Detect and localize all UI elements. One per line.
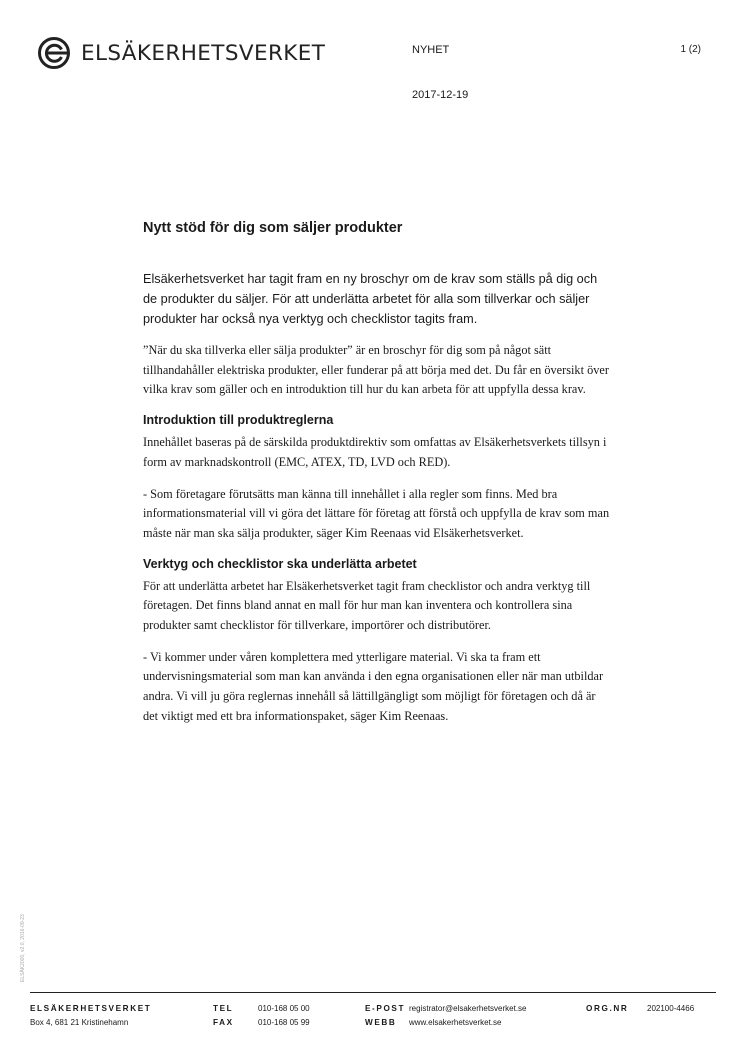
paragraph: För att underlätta arbetet har Elsäkerhetsverket tagit fram checklistor och andra verktyg till företagen. Det finns bland annat en mall för hur man kan inventera och kontrollera sina produkter samt checklistor för tillverkare, importörer och distributörer.: [143, 578, 591, 633]
logo-mark-icon: [37, 36, 71, 70]
fax-label: FAX: [213, 1018, 234, 1027]
paragraph: ”När du ska tillverka eller sälja produkter” är en broschyr för dig som på något sätt tillhandahåller elektriska produkter, eller funderar på att börja med det. Du får en översikt över vilka krav som gäller och en introduktion till hur du kan arbeta för att uppfylla dessa krav.: [143, 343, 609, 397]
section-heading: Introduktion till produktreglerna: [143, 413, 334, 428]
page-number: 1 (2): [680, 44, 701, 55]
tel-number: 010-168 05 00: [258, 1004, 310, 1013]
document-type: NYHET: [412, 44, 450, 56]
footer-address: Box 4, 681 21 Kristinehamn: [30, 1018, 129, 1027]
footer-divider: [30, 992, 716, 993]
paragraph: - Vi kommer under våren komplettera med ytterligare material. Vi ska ta fram ett undervisningsmaterial som man kan använda i den egna organisationen eller när man utbildar andra. Vi vill ju göra reglernas innehåll så lättillgängligt som möjligt för företagen och då är det viktigt med ett bra informationspaket, säger Kim Reenaas.: [143, 649, 604, 723]
fax-number: 010-168 05 99: [258, 1018, 310, 1027]
article-title: Nytt stöd för dig som säljer produkter: [143, 220, 403, 236]
section-heading: Verktyg och checklistor ska underlätta arbetet: [143, 556, 417, 571]
web-label: WEBB: [365, 1018, 397, 1027]
document-date: 2017-12-19: [412, 89, 469, 101]
paragraph: Innehållet baseras på de särskilda produktdirektiv som omfattas av Elsäkerhetsverkets tillsyn i form av marknadskontroll (EMC, ATEX, TD, LVD och RED).: [143, 435, 607, 469]
orgnr-value: 202100-4466: [647, 1004, 695, 1013]
template-code: ELSÄK2000, v2.0, 2016-09-23: [20, 914, 26, 982]
web-link[interactable]: www.elsakerhetsverket.se: [409, 1018, 502, 1027]
brand-logo: [37, 36, 325, 70]
orgnr-label: ORG.NR: [586, 1004, 629, 1013]
article-body: [143, 220, 613, 739]
tel-label: TEL: [213, 1004, 234, 1013]
paragraph: - Som företagare förutsätts man känna till innehållet i alla regler som finns. Med bra informationsmaterial vill vi göra det lättare för företag att förstå och uppfylla de krav som man måste när man ska sälja produkter, säger Kim Reenaas vid Elsäkerhetsverket.: [143, 486, 610, 540]
email-link[interactable]: registrator@elsakerhetsverket.se: [409, 1004, 527, 1013]
lead-paragraph: Elsäkerhetsverket har tagit fram en ny broschyr om de krav som ställs på dig och de produkter du säljer. För att underlätta arbetet för alla som tillverkar och säljer produkter har också nya verktyg och checklistor tagits fram.: [143, 272, 598, 326]
footer-org-name: ELSÄKERHETSVERKET: [30, 1004, 152, 1013]
brand-name: ELSÄKERHETSVERKET: [81, 40, 326, 66]
email-label: E-POST: [365, 1004, 406, 1013]
